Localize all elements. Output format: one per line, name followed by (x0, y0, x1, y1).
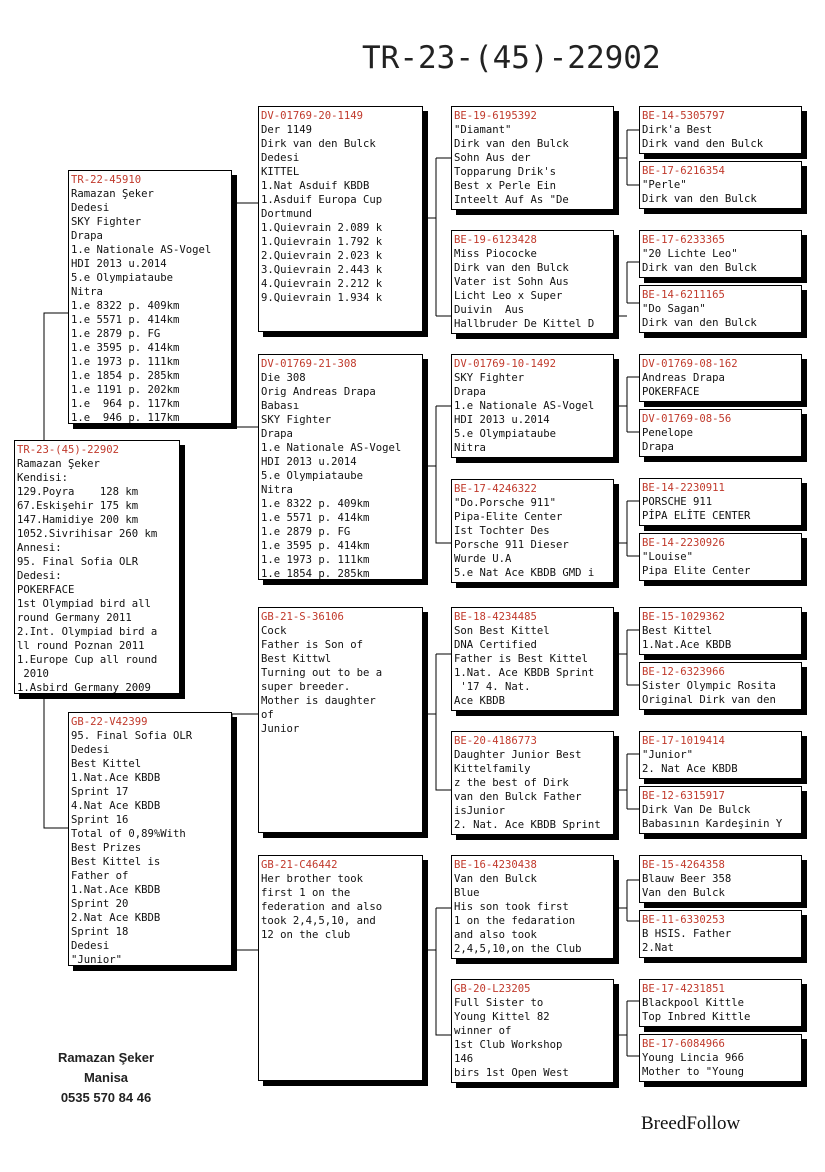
ring-number: BE-15-4264358 (642, 859, 725, 871)
pedigree-line: z the best of Dirk (454, 777, 569, 789)
pedigree-line: Sprint 17 (71, 786, 129, 798)
pedigree-line: Die 308 (261, 372, 306, 384)
pedigree-line: 1.Nat.Ace KBDB (71, 884, 161, 896)
pedigree-line: 3.Quievrain 2.443 k (261, 264, 383, 276)
pedigree-line: Pipa Elite Center (642, 565, 751, 577)
pedigree-line: Cock (261, 625, 287, 637)
pedigree-line: 1.e Nationale AS-Vogel (261, 442, 402, 454)
pedigree-line: 4.Nat Ace KBDB (71, 800, 161, 812)
ring-number: GB-22-V42399 (71, 716, 148, 728)
pedigree-line: 67.Eskişehir 175 km (17, 500, 139, 512)
pedigree-line: Mother to "Young (642, 1066, 745, 1078)
pedigree-line: Ace KBDB (454, 695, 506, 707)
pedigree-line: HDI 2013 u.2014 (454, 414, 550, 426)
pedigree-box-dam-sire[interactable] (258, 607, 423, 833)
pedigree-line: 2.Nat Ace KBDB (71, 912, 161, 924)
pedigree-line: Dedesi: (17, 570, 62, 582)
ring-number: TR-23-(45)-22902 (17, 444, 120, 456)
pedigree-line: Wurde U.A (454, 553, 512, 565)
pedigree-line: Dedesi (71, 744, 110, 756)
pedigree-line: Dirk van den Bulck (642, 262, 757, 274)
pedigree-line: "Do Sagan" (642, 303, 706, 315)
pedigree-line: 1.e Nationale AS-Vogel (71, 244, 212, 256)
pedigree-box-ggp-15[interactable] (639, 979, 802, 1027)
pedigree-line: 9.Quievrain 1.934 k (261, 292, 383, 304)
pedigree-line: "Do.Porsche 911" (454, 497, 557, 509)
pedigree-box-ggp-4[interactable] (639, 285, 802, 333)
pedigree-line: Vater ist Sohn Aus (454, 276, 569, 288)
pedigree-line: Sprint 18 (71, 926, 129, 938)
pedigree-line: 2.Int. Olympiad bird a (17, 626, 158, 638)
pedigree-box-dds[interactable] (451, 855, 614, 959)
pedigree-line: Blauw Beer 358 (642, 873, 732, 885)
pedigree-box-ggp-7[interactable] (639, 478, 802, 526)
pedigree-line: Sprint 20 (71, 898, 129, 910)
pedigree-line: Drapa (71, 230, 103, 242)
ring-number: BE-18-4234485 (454, 611, 537, 623)
pedigree-line: Best Kittwl (261, 653, 332, 665)
pedigree-line: took 2,4,5,10, and (261, 915, 376, 927)
pedigree-line: isJunior (454, 805, 506, 817)
pedigree-line: POKERFACE (17, 584, 75, 596)
pedigree-box-sire-dam[interactable] (258, 354, 423, 580)
pedigree-line: 1.Nat.Ace KBDB (642, 639, 732, 651)
pedigree-line: Van den Bulck (642, 887, 725, 899)
pedigree-line: 1.e 5571 p. 414km (71, 314, 180, 326)
pedigree-line: 1st Olympiad bird all (17, 598, 151, 610)
pedigree-line: Babası (261, 400, 300, 412)
pedigree-line: 5.e Olympiataube (454, 428, 557, 440)
pedigree-line: Original Dirk van den (642, 694, 776, 706)
pedigree-box-ggp-2[interactable] (639, 161, 802, 209)
pedigree-line: B HSIS. Father (642, 928, 732, 940)
pedigree-line: PORSCHE 911 (642, 496, 713, 508)
pedigree-line: 95. Final Sofia OLR (71, 730, 193, 742)
pedigree-line: Miss Piococke (454, 248, 537, 260)
pedigree-line: 2. Nat. Ace KBDB Sprint (454, 819, 601, 831)
pedigree-line: Her brother took (261, 873, 364, 885)
pedigree-line: SKY Fighter (261, 414, 332, 426)
pedigree-line: Kittelfamily (454, 763, 531, 775)
pedigree-line: 2,4,5,10,on the Club (454, 943, 582, 955)
pedigree-line: Nitra (454, 442, 486, 454)
pedigree-line: Mother is daughter (261, 695, 376, 707)
owner-name: Ramazan Şeker (57, 1050, 155, 1065)
ring-number: BE-17-6216354 (642, 165, 725, 177)
ring-number: BE-20-4186773 (454, 735, 537, 747)
pedigree-line: 1.e Nationale AS-Vogel (454, 400, 595, 412)
pedigree-line: HDI 2013 u.2014 (71, 258, 167, 270)
pedigree-line: 1.e 1191 p. 202km (71, 384, 180, 396)
pedigree-box-ssd[interactable] (451, 230, 614, 334)
pedigree-box-sds[interactable] (451, 354, 614, 458)
pedigree-line: Dirk van den Bulck (642, 317, 757, 329)
pedigree-box-ggp-11[interactable] (639, 731, 802, 779)
pedigree-box-dsd[interactable] (451, 731, 614, 835)
pedigree-line: SKY Fighter (454, 372, 525, 384)
pedigree-line: Duivin Aus (454, 304, 525, 316)
pedigree-line: 1052.Sivrihisar 260 km (17, 528, 158, 540)
pedigree-line: Blackpool Kittle (642, 997, 745, 1009)
pedigree-line: "Diamant" (454, 124, 512, 136)
pedigree-line: Inteelt Auf As "De (454, 194, 569, 206)
ring-number: BE-14-2230911 (642, 482, 725, 494)
pedigree-line: Penelope (642, 427, 694, 439)
pedigree-box-ggp-6[interactable] (639, 409, 802, 457)
pedigree-line: 1.Quievrain 2.089 k (261, 222, 383, 234)
pedigree-line: Father is Best Kittel (454, 653, 588, 665)
pedigree-box-ggp-8[interactable] (639, 533, 802, 581)
pedigree-line: HDI 2013 u.2014 (261, 456, 357, 468)
pedigree-line: 95. Final Sofia OLR (17, 556, 139, 568)
pedigree-line: "Perle" (642, 179, 687, 191)
pedigree-line: Der 1149 (261, 124, 313, 136)
pedigree-line: Dirk van den Bulck (261, 138, 376, 150)
pedigree-line: DNA Certified (454, 639, 537, 651)
pedigree-line: Licht Leo x Super (454, 290, 563, 302)
pedigree-line: Dirk Van De Bulck (642, 804, 751, 816)
pedigree-line: Topparung Drik's (454, 166, 557, 178)
pedigree-line: Ramazan Şeker (17, 458, 100, 470)
ring-number: BE-16-4230438 (454, 859, 537, 871)
pedigree-line: 146 (454, 1053, 474, 1065)
owner-info (56, 1048, 156, 1108)
pedigree-line: Best Kittel (642, 625, 713, 637)
pedigree-box-ggp-12[interactable] (639, 786, 802, 834)
pedigree-line: 1.e 8322 p. 409km (261, 498, 370, 510)
pedigree-line: Sprint 16 (71, 814, 129, 826)
pedigree-line: Son Best Kittel (454, 625, 550, 637)
pedigree-box-ggp-16[interactable] (639, 1034, 802, 1082)
pedigree-line: 1.e 3595 p. 414km (71, 342, 180, 354)
ring-number: BE-17-4231851 (642, 983, 725, 995)
ring-number: TR-22-45910 (71, 174, 142, 186)
ring-number: DV-01769-10-1492 (454, 358, 557, 370)
pedigree-box-ggp-1[interactable] (639, 106, 802, 154)
ring-number: BE-11-6330253 (642, 914, 725, 926)
pedigree-line: Father of (71, 870, 129, 882)
pedigree-line: Top Inbred Kittle (642, 1011, 751, 1023)
pedigree-line: Full Sister to (454, 997, 544, 1009)
pedigree-line: Father is Son of (261, 639, 364, 651)
ring-number: BE-12-6315917 (642, 790, 725, 802)
pedigree-line: 147.Hamidiye 200 km (17, 514, 139, 526)
pedigree-line: super breeder. (261, 681, 351, 693)
pedigree-line: 1.e 5571 p. 414km (261, 512, 370, 524)
pedigree-line: Andreas Drapa (642, 372, 725, 384)
pedigree-box-sdd[interactable] (451, 479, 614, 583)
pedigree-line: Junior (261, 723, 300, 735)
pedigree-line: 4.Quievrain 2.212 k (261, 278, 383, 290)
ring-number: BE-17-6084966 (642, 1038, 725, 1050)
pedigree-line: "Louise" (642, 551, 694, 563)
pedigree-line: 2. Nat Ace KBDB (642, 763, 738, 775)
pedigree-line: SKY Fighter (71, 216, 142, 228)
pedigree-line: Nitra (261, 484, 293, 496)
pedigree-box-dam-dam[interactable] (258, 855, 423, 1081)
pedigree-box-ggp-9[interactable] (639, 607, 802, 655)
pedigree-line: 1.e 8322 p. 409km (71, 300, 180, 312)
pedigree-line: ll round Poznan 2011 (17, 640, 145, 652)
pedigree-line: Young Lincia 966 (642, 1052, 745, 1064)
pedigree-line: Orig Andreas Drapa (261, 386, 376, 398)
pedigree-line: and also took (454, 929, 537, 941)
pedigree-line: Babasının Kardeşinin Y (642, 818, 783, 830)
pedigree-line: 129.Poyra 128 km (17, 486, 139, 498)
brand-logo: BreedFollow (641, 1113, 741, 1134)
pedigree-line: Dirk van den Bulck (454, 262, 569, 274)
pedigree-box-sss[interactable] (451, 106, 614, 210)
pedigree-line: 1.Nat Asduif KBDB (261, 180, 370, 192)
pedigree-line: Porsche 911 Dieser (454, 539, 569, 551)
pedigree-line: Sister Olympic Rosita (642, 680, 776, 692)
pedigree-line: Blue (454, 887, 480, 899)
pedigree-line: "Junior" (71, 954, 123, 966)
pedigree-line: 1.e 1973 p. 111km (261, 554, 370, 566)
pedigree-line: 1.Asbird Germany 2009 (17, 682, 151, 694)
pedigree-box-ggp-3[interactable] (639, 230, 802, 278)
pedigree-line: birs 1st Open West (454, 1067, 569, 1079)
pedigree-line: Dortmund (261, 208, 313, 220)
ring-number: DV-01769-20-1149 (261, 110, 364, 122)
pedigree-line: Dirk van den Bulck (454, 138, 569, 150)
pedigree-box-sire-sire[interactable] (258, 106, 423, 332)
pedigree-line: of (261, 709, 274, 721)
pedigree-line: 1.e 964 p. 117km (71, 398, 180, 410)
pedigree-line: Best Kittel is (71, 856, 161, 868)
pedigree-line: 1.Nat. Ace KBDB Sprint (454, 667, 595, 679)
pedigree-line: 2010 (17, 668, 49, 680)
ring-number: DV-01769-21-308 (261, 358, 357, 370)
pedigree-line: Total of 0,89%With (71, 828, 186, 840)
pedigree-line: Best Prizes (71, 842, 142, 854)
owner-phone: 0535 570 84 46 (60, 1090, 152, 1105)
pedigree-line: 1.Asduif Europa Cup (261, 194, 383, 206)
pedigree-line: round Germany 2011 (17, 612, 132, 624)
pedigree-box-subject[interactable] (14, 440, 180, 694)
pedigree-line: Daughter Junior Best (454, 749, 582, 761)
pedigree-line: Dirk'a Best (642, 124, 713, 136)
pedigree-box-dam[interactable] (68, 712, 232, 966)
ring-number: BE-12-6323966 (642, 666, 725, 678)
pedigree-line: 1.e 2879 p. FG (261, 526, 351, 538)
pedigree-line: Turning out to be a (261, 667, 383, 679)
pedigree-line: Pipa-Elite Center (454, 511, 563, 523)
ring-number: BE-14-6211165 (642, 289, 725, 301)
pedigree-line: 1.e 1973 p. 111km (71, 356, 180, 368)
pedigree-line: federation and also (261, 901, 383, 913)
pedigree-line: Dedesi (71, 940, 110, 952)
pedigree-line: His son took first (454, 901, 569, 913)
ring-number: BE-17-4246322 (454, 483, 537, 495)
pedigree-line: 1.Nat.Ace KBDB (71, 772, 161, 784)
ring-number: BE-17-6233365 (642, 234, 725, 246)
pedigree-line: 1st Club Workshop (454, 1039, 563, 1051)
pedigree-line: 12 on the club (261, 929, 351, 941)
pedigree-line: Dirk vand den Bulck (642, 138, 764, 150)
ring-number: GB-20-L23205 (454, 983, 531, 995)
pedigree-line: "Junior" (642, 749, 694, 761)
pedigree-line: Drapa (454, 386, 486, 398)
pedigree-line: Van den Bulck (454, 873, 537, 885)
pedigree-line: Dedesi (261, 152, 300, 164)
ring-number: BE-19-6195392 (454, 110, 537, 122)
pedigree-line: Young Kittel 82 (454, 1011, 550, 1023)
pedigree-line: Ist Tochter Des (454, 525, 550, 537)
pedigree-line: Nitra (71, 286, 103, 298)
pedigree-box-dss[interactable] (451, 607, 614, 711)
pedigree-line: PİPA ELİTE CENTER (642, 510, 751, 522)
pedigree-line: 5.e Olympiataube (71, 272, 174, 284)
pedigree-line: 1.e 1854 p. 285km (261, 568, 370, 580)
pedigree-box-ddd[interactable] (451, 979, 614, 1083)
pedigree-line: Dedesi (71, 202, 110, 214)
pedigree-line: "20 Lichte Leo" (642, 248, 738, 260)
pedigree-line: 1.Quievrain 1.792 k (261, 236, 383, 248)
ring-number: DV-01769-08-162 (642, 358, 738, 370)
pedigree-box-ggp-14[interactable] (639, 910, 802, 958)
pedigree-line: KITTEL (261, 166, 300, 178)
pedigree-line: Kendisi: (17, 472, 69, 484)
pedigree-line: 1.Europe Cup all round (17, 654, 158, 666)
ring-number: BE-17-1019414 (642, 735, 725, 747)
pedigree-box-ggp-10[interactable] (639, 662, 802, 710)
pedigree-box-ggp-5[interactable] (639, 354, 802, 402)
pedigree-box-sire[interactable] (68, 170, 232, 424)
pedigree-line: Best Kittel (71, 758, 142, 770)
pedigree-line: Best x Perle Ein (454, 180, 557, 192)
pedigree-line: Annesi: (17, 542, 62, 554)
pedigree-line: van den Bulck Father (454, 791, 582, 803)
owner-city: Manisa (83, 1070, 129, 1085)
pedigree-line: Drapa (261, 428, 293, 440)
ring-number: BE-14-2230926 (642, 537, 725, 549)
ring-number: GB-21-S-36106 (261, 611, 344, 623)
pedigree-line: 2.Nat (642, 942, 674, 954)
pedigree-line: '17 4. Nat. (454, 681, 531, 693)
pedigree-line: Drapa (642, 441, 674, 453)
pedigree-title: TR-23-(45)-22902 (362, 40, 661, 76)
ring-number: DV-01769-08-56 (642, 413, 732, 425)
pedigree-line: Dirk van den Bulck (642, 193, 757, 205)
pedigree-line: first 1 on the (261, 887, 351, 899)
pedigree-line: Ramazan Şeker (71, 188, 154, 200)
pedigree-line: 1.e 1854 p. 285km (71, 370, 180, 382)
pedigree-line: Hallbruder De Kittel D (454, 318, 595, 330)
pedigree-line: 1 on the fedaration (454, 915, 576, 927)
ring-number: BE-14-5305797 (642, 110, 725, 122)
ring-number: BE-15-1029362 (642, 611, 725, 623)
pedigree-line: 1.e 946 p. 117km (71, 412, 180, 424)
pedigree-line: 2.Quievrain 2.023 k (261, 250, 383, 262)
pedigree-line: 5.e Nat Ace KBDB GMD i (454, 567, 595, 579)
pedigree-line: 5.e Olympiataube (261, 470, 364, 482)
pedigree-box-ggp-13[interactable] (639, 855, 802, 903)
pedigree-line: Sohn Aus der (454, 152, 531, 164)
pedigree-line: 1.e 3595 p. 414km (261, 540, 370, 552)
pedigree-line: 1.e 2879 p. FG (71, 328, 161, 340)
pedigree-line: winner of (454, 1025, 512, 1037)
ring-number: BE-19-6123428 (454, 234, 537, 246)
pedigree-line: POKERFACE (642, 386, 700, 398)
ring-number: GB-21-C46442 (261, 859, 338, 871)
